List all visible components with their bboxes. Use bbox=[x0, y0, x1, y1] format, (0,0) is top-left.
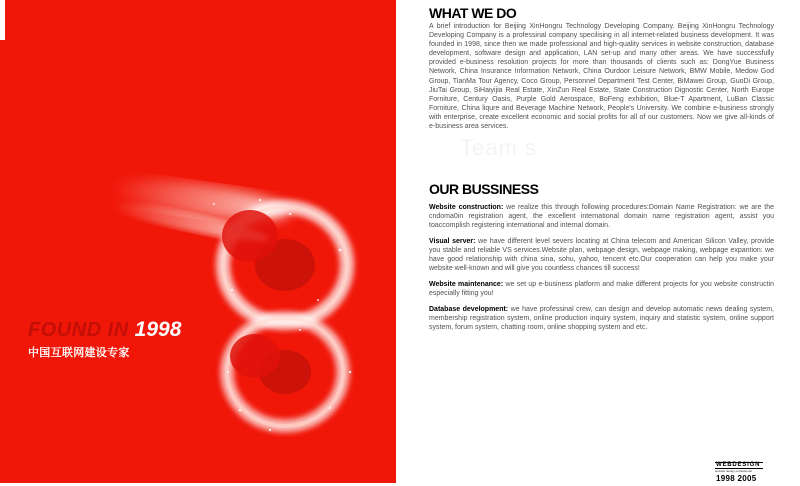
corner-notch bbox=[0, 0, 5, 40]
business-item-visual-server bbox=[429, 237, 774, 273]
company-logo bbox=[715, 462, 763, 473]
business-item-text: we have professinal crew, can design and develop automatic news dealing system, membership registration system, online production inquiry system, inquiry and statistic system, online support system, forum system, chatting room, online shopping system and etc. bbox=[429, 306, 774, 331]
business-item-website-maintenance bbox=[429, 280, 774, 298]
what-we-do-title: WHAT WE DO bbox=[429, 5, 517, 21]
what-we-do-body: A brief introduction for Beijing XinHongru Technology Developing Company. Beijing XinHongru Technology Developing Company is a professinal company specilising in all internet-related business development. It was founded in 1998, since then we made professional and high-quality services in website construction, database development, software design and application, LAN set-up and many other areas. We have successfully provided e-business resolution projects for more than thousands of clients such as: DongYue Business Network, China Insurance Information Network, China Ourdoor Leisure Network, BMW Mobile, Medow God Group, TianMa Tour Agency, Coco Group, Personnel Department Test Center, BiMawei Group, GuoDi Group, JiuTai Group, SiHaiyijia Real Estate, XinZun Real Estate, State Construction Dignostic Center, North Europe Forniture, Century Oasis, Purple Gold Aerospace, BoFeng exhibition, Blue-T Apartment, LuBan Classic Forniture, China liqure and Beverage Machine Network, People's University. We combine e-business strongly with enterprise, create excellent economic and social profits for all of our customers. Now we give all-kinds of e-business area services. bbox=[429, 23, 774, 131]
business-item-text: we set up e-business platform and make different projects for you website constructin especially fitting you! bbox=[429, 281, 774, 297]
business-item-text: we realize this through following procedures:Domain Name Registration: we are the cndoma0in registration agent, the excellent international domain name registration agent, assist you toaccomplish registering international and internal domain. bbox=[429, 204, 774, 229]
business-item-lead: Website construction: bbox=[429, 204, 504, 211]
cover-panel bbox=[0, 0, 396, 483]
business-item-database-development bbox=[429, 305, 774, 332]
founding-year: 1998 bbox=[134, 318, 182, 341]
business-item-lead: Visual server: bbox=[429, 238, 476, 245]
business-list bbox=[429, 203, 774, 339]
background-watermark: Team s bbox=[460, 135, 537, 160]
found-in-label: FOUND IN bbox=[28, 319, 129, 341]
business-item-lead: Website maintenance: bbox=[429, 281, 504, 288]
logo-subtitle: website design professional bbox=[715, 469, 752, 473]
year-range: 1998 2005 bbox=[716, 474, 757, 483]
glowing-98-graphic bbox=[0, 0, 396, 483]
business-item-lead: Database development: bbox=[429, 306, 509, 313]
business-item-website-construction bbox=[429, 203, 774, 230]
logo-wordmark: WEBDESIGN bbox=[715, 462, 763, 469]
chinese-tagline: 中国互联网建设专家 bbox=[28, 346, 130, 359]
business-item-text: we have different level severs locating at China telecom and American Silicon Valley, provide you stable and reliable VS services.Website plan, webpage design, webpage making, webpage expantion: we have good relationship with china sina, sohu, yahoo, tencent etc.Our cooperation can help you make your website well-known and will give you countless chances till success! bbox=[429, 238, 774, 272]
our-business-title: OUR BUSSINESS bbox=[429, 181, 539, 197]
found-in-heading bbox=[28, 318, 181, 342]
